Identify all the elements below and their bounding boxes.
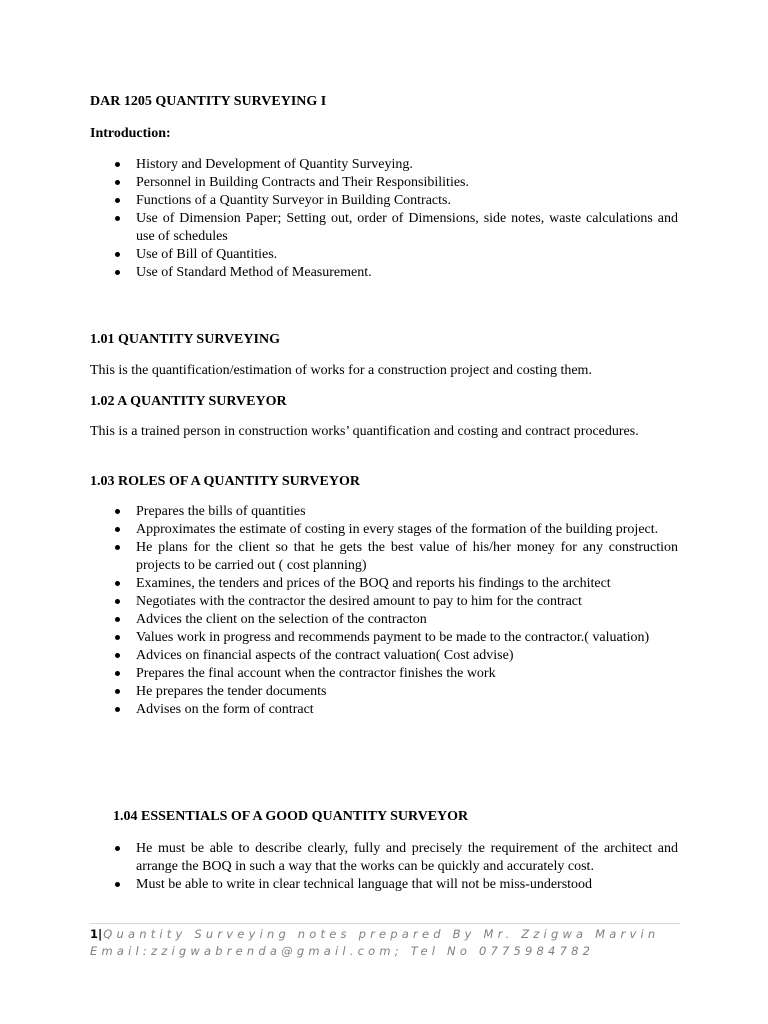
section-1-03: [90, 473, 678, 491]
section-1-01: [90, 331, 678, 349]
page-number: 1: [90, 927, 99, 941]
footer-credit: Quantity Surveying notes prepared By Mr. Zzigwa Marvin: [103, 927, 660, 941]
section-1-04: [113, 808, 701, 826]
section-1-03-list-wrapper: [90, 503, 678, 719]
intro-heading: Introduction:: [90, 126, 171, 141]
list-item: He plans for the client so that he gets the best value of his/her money for any construction projects to be carried out ( cost planning): [90, 539, 678, 575]
intro-list-wrapper: [90, 156, 678, 282]
document-title: [90, 93, 678, 111]
section-heading: 1.01 QUANTITY SURVEYING: [90, 332, 280, 347]
footer-divider: [90, 923, 680, 924]
list-item: He prepares the tender documents: [90, 683, 678, 701]
roles-list: [90, 503, 678, 719]
intro-section: [90, 125, 678, 143]
section-paragraph: This is the quantification/estimation of works for a construction project and costing them.: [90, 363, 592, 378]
list-item: Functions of a Quantity Surveyor in Building Contracts.: [90, 192, 678, 210]
intro-list: [90, 156, 678, 282]
section-heading: 1.04 ESSENTIALS OF A GOOD QUANTITY SURVEYOR: [113, 809, 469, 824]
section-paragraph: This is a trained person in construction works’ quantification and costing and contract procedures.: [90, 424, 639, 439]
list-item: Prepares the bills of quantities: [90, 503, 678, 521]
list-item: Negotiates with the contractor the desired amount to pay to him for the contract: [90, 593, 678, 611]
section-heading: 1.03 ROLES OF A QUANTITY SURVEYOR: [90, 474, 360, 489]
section-1-01-body: [90, 362, 678, 380]
list-item: Personnel in Building Contracts and Their Responsibilities.: [90, 174, 678, 192]
footer-line-2: Email:zzigwabrenda@gmail.com; Tel No 0775984782: [90, 944, 595, 958]
list-item: Advices the client on the selection of the contracton: [90, 611, 678, 629]
list-item: Approximates the estimate of costing in every stages of the formation of the building project.: [90, 521, 678, 539]
footer-separator: |: [98, 927, 104, 941]
list-item: Values work in progress and recommends payment to be made to the contractor.( valuation): [90, 629, 678, 647]
title-text: DAR 1205 QUANTITY SURVEYING I: [90, 94, 327, 109]
page-footer: [90, 926, 690, 960]
list-item: Prepares the final account when the contractor finishes the work: [90, 665, 678, 683]
section-1-02-body: [90, 423, 678, 441]
list-item: Use of Bill of Quantities.: [90, 246, 678, 264]
list-item: History and Development of Quantity Surveying.: [90, 156, 678, 174]
list-item: Use of Standard Method of Measurement.: [90, 264, 678, 282]
section-1-02: [90, 393, 678, 411]
section-heading: 1.02 A QUANTITY SURVEYOR: [90, 394, 287, 409]
section-1-04-list-wrapper: [90, 840, 678, 894]
essentials-list: [90, 840, 678, 894]
list-item: Use of Dimension Paper; Setting out, order of Dimensions, side notes, waste calculations and use of schedules: [90, 210, 678, 246]
list-item: Examines, the tenders and prices of the BOQ and reports his findings to the architect: [90, 575, 678, 593]
list-item: He must be able to describe clearly, fully and precisely the requirement of the architect and arrange the BOQ in such a way that the works can be quickly and accurately cost.: [90, 840, 678, 876]
list-item: Advices on financial aspects of the contract valuation( Cost advise): [90, 647, 678, 665]
list-item: Advises on the form of contract: [90, 701, 678, 719]
list-item: Must be able to write in clear technical language that will not be miss-understood: [90, 876, 678, 894]
footer-line-1: [90, 926, 690, 943]
